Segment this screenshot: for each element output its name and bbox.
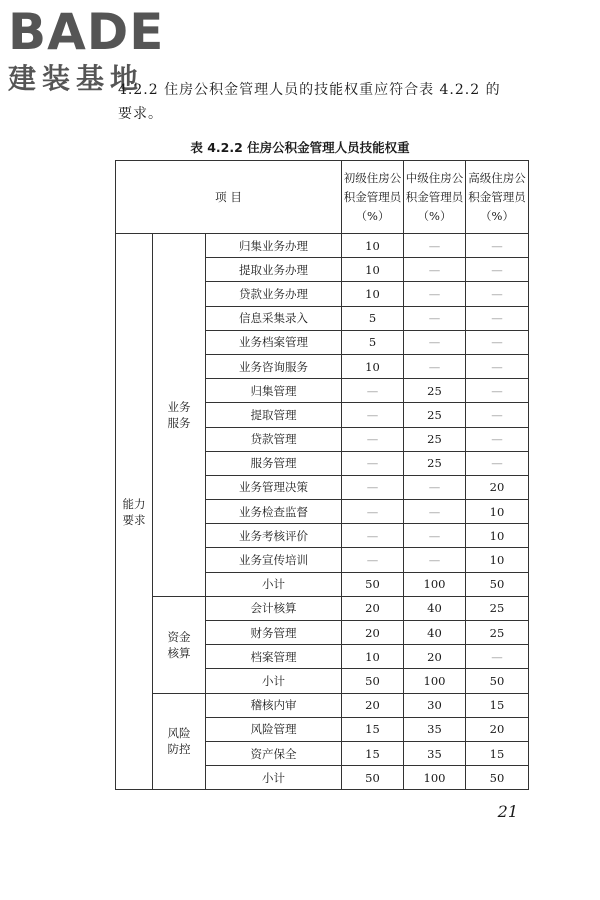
weight-cell: — bbox=[404, 258, 466, 282]
weight-cell: 40 bbox=[404, 621, 466, 645]
weight-cell: 20 bbox=[342, 693, 404, 717]
header-item: 项 目 bbox=[116, 161, 342, 234]
row-item-name: 业务档案管理 bbox=[206, 330, 342, 354]
weight-cell: 10 bbox=[466, 548, 529, 572]
weight-cell: 10 bbox=[342, 282, 404, 306]
weight-cell: 20 bbox=[466, 717, 529, 741]
weight-cell: 10 bbox=[466, 500, 529, 524]
row-item-name: 稽核内审 bbox=[206, 693, 342, 717]
logo-subtitle: 建装基地 bbox=[8, 62, 145, 95]
weight-cell: — bbox=[466, 306, 529, 330]
weight-cell: 10 bbox=[466, 524, 529, 548]
weight-cell: 25 bbox=[404, 379, 466, 403]
weight-cell: — bbox=[404, 354, 466, 378]
row-item-name: 业务检查监督 bbox=[206, 500, 342, 524]
weight-cell: — bbox=[404, 548, 466, 572]
weight-cell: 50 bbox=[466, 669, 529, 693]
weight-cell: 100 bbox=[404, 572, 466, 596]
row-item-name: 小计 bbox=[206, 669, 342, 693]
weight-cell: 40 bbox=[404, 596, 466, 620]
weight-cell: — bbox=[466, 645, 529, 669]
weight-cell: — bbox=[342, 500, 404, 524]
intro-line-1: 4.2.2 住房公积金管理人员的技能权重应符合表 4.2.2 的 bbox=[118, 82, 501, 98]
subgroup-label: 业务 服务 bbox=[153, 234, 206, 597]
skill-weight-table bbox=[115, 160, 529, 790]
weight-cell: — bbox=[466, 282, 529, 306]
weight-cell: — bbox=[342, 475, 404, 499]
weight-cell: 20 bbox=[342, 621, 404, 645]
row-item-name: 档案管理 bbox=[206, 645, 342, 669]
weight-cell: — bbox=[342, 427, 404, 451]
row-item-name: 会计核算 bbox=[206, 596, 342, 620]
intro-line-2: 要求。 bbox=[118, 106, 163, 122]
row-item-name: 财务管理 bbox=[206, 621, 342, 645]
weight-cell: 25 bbox=[404, 451, 466, 475]
subgroup-label: 资金 核算 bbox=[153, 596, 206, 693]
weight-cell: — bbox=[466, 330, 529, 354]
weight-cell: 30 bbox=[404, 693, 466, 717]
weight-cell: 5 bbox=[342, 330, 404, 354]
weight-cell: 20 bbox=[466, 475, 529, 499]
weight-cell: — bbox=[342, 524, 404, 548]
weight-cell: 25 bbox=[404, 403, 466, 427]
weight-cell: 25 bbox=[466, 596, 529, 620]
weight-cell: 15 bbox=[466, 741, 529, 765]
weight-cell: — bbox=[342, 451, 404, 475]
weight-cell: — bbox=[404, 475, 466, 499]
weight-cell: — bbox=[404, 500, 466, 524]
row-item-name: 贷款业务办理 bbox=[206, 282, 342, 306]
weight-cell: — bbox=[466, 379, 529, 403]
row-item-name: 提取管理 bbox=[206, 403, 342, 427]
weight-cell: — bbox=[466, 403, 529, 427]
row-item-name: 资产保全 bbox=[206, 741, 342, 765]
weight-cell: — bbox=[404, 330, 466, 354]
weight-cell: 5 bbox=[342, 306, 404, 330]
weight-cell: — bbox=[466, 234, 529, 258]
group-label-ability: 能力 要求 bbox=[116, 234, 153, 790]
table-row bbox=[116, 596, 529, 620]
weight-cell: — bbox=[342, 403, 404, 427]
header-senior: 高级住房公 积金管理员 （%） bbox=[466, 161, 529, 234]
table-row bbox=[116, 693, 529, 717]
logo-wordmark: BADE bbox=[8, 3, 165, 61]
weight-cell: 20 bbox=[404, 645, 466, 669]
table-caption: 表 4.2.2 住房公积金管理人员技能权重 bbox=[190, 140, 410, 155]
weight-cell: — bbox=[404, 524, 466, 548]
weight-cell: 25 bbox=[404, 427, 466, 451]
weight-cell: — bbox=[404, 234, 466, 258]
weight-cell: — bbox=[466, 354, 529, 378]
row-item-name: 归集业务办理 bbox=[206, 234, 342, 258]
row-item-name: 贷款管理 bbox=[206, 427, 342, 451]
weight-cell: 10 bbox=[342, 258, 404, 282]
row-item-name: 小计 bbox=[206, 766, 342, 790]
row-item-name: 业务宣传培训 bbox=[206, 548, 342, 572]
weight-cell: 50 bbox=[342, 572, 404, 596]
weight-cell: 20 bbox=[342, 596, 404, 620]
weight-cell: — bbox=[342, 379, 404, 403]
row-item-name: 业务管理决策 bbox=[206, 475, 342, 499]
row-item-name: 归集管理 bbox=[206, 379, 342, 403]
weight-cell: 50 bbox=[466, 766, 529, 790]
header-junior: 初级住房公 积金管理员 （%） bbox=[342, 161, 404, 234]
weight-cell: 35 bbox=[404, 741, 466, 765]
row-item-name: 提取业务办理 bbox=[206, 258, 342, 282]
weight-cell: 15 bbox=[466, 693, 529, 717]
weight-cell: — bbox=[342, 548, 404, 572]
weight-cell: — bbox=[404, 306, 466, 330]
weight-cell: — bbox=[466, 427, 529, 451]
weight-cell: — bbox=[466, 451, 529, 475]
row-item-name: 业务咨询服务 bbox=[206, 354, 342, 378]
table-row bbox=[116, 234, 529, 258]
weight-cell: 15 bbox=[342, 717, 404, 741]
weight-cell: — bbox=[404, 282, 466, 306]
weight-cell: 10 bbox=[342, 354, 404, 378]
row-item-name: 服务管理 bbox=[206, 451, 342, 475]
header-intermediate: 中级住房公 积金管理员 （%） bbox=[404, 161, 466, 234]
weight-cell: 100 bbox=[404, 766, 466, 790]
row-item-name: 业务考核评价 bbox=[206, 524, 342, 548]
weight-cell: 10 bbox=[342, 645, 404, 669]
weight-cell: 25 bbox=[466, 621, 529, 645]
weight-cell: 10 bbox=[342, 234, 404, 258]
weight-cell: 50 bbox=[342, 766, 404, 790]
row-item-name: 小计 bbox=[206, 572, 342, 596]
weight-cell: 50 bbox=[466, 572, 529, 596]
subgroup-label: 风险 防控 bbox=[153, 693, 206, 790]
weight-cell: 15 bbox=[342, 741, 404, 765]
intro-paragraph bbox=[118, 78, 548, 126]
row-item-name: 信息采集录入 bbox=[206, 306, 342, 330]
page-number: 21 bbox=[497, 802, 518, 821]
weight-cell: 35 bbox=[404, 717, 466, 741]
weight-cell: — bbox=[466, 258, 529, 282]
weight-cell: 100 bbox=[404, 669, 466, 693]
weight-cell: 50 bbox=[342, 669, 404, 693]
row-item-name: 风险管理 bbox=[206, 717, 342, 741]
